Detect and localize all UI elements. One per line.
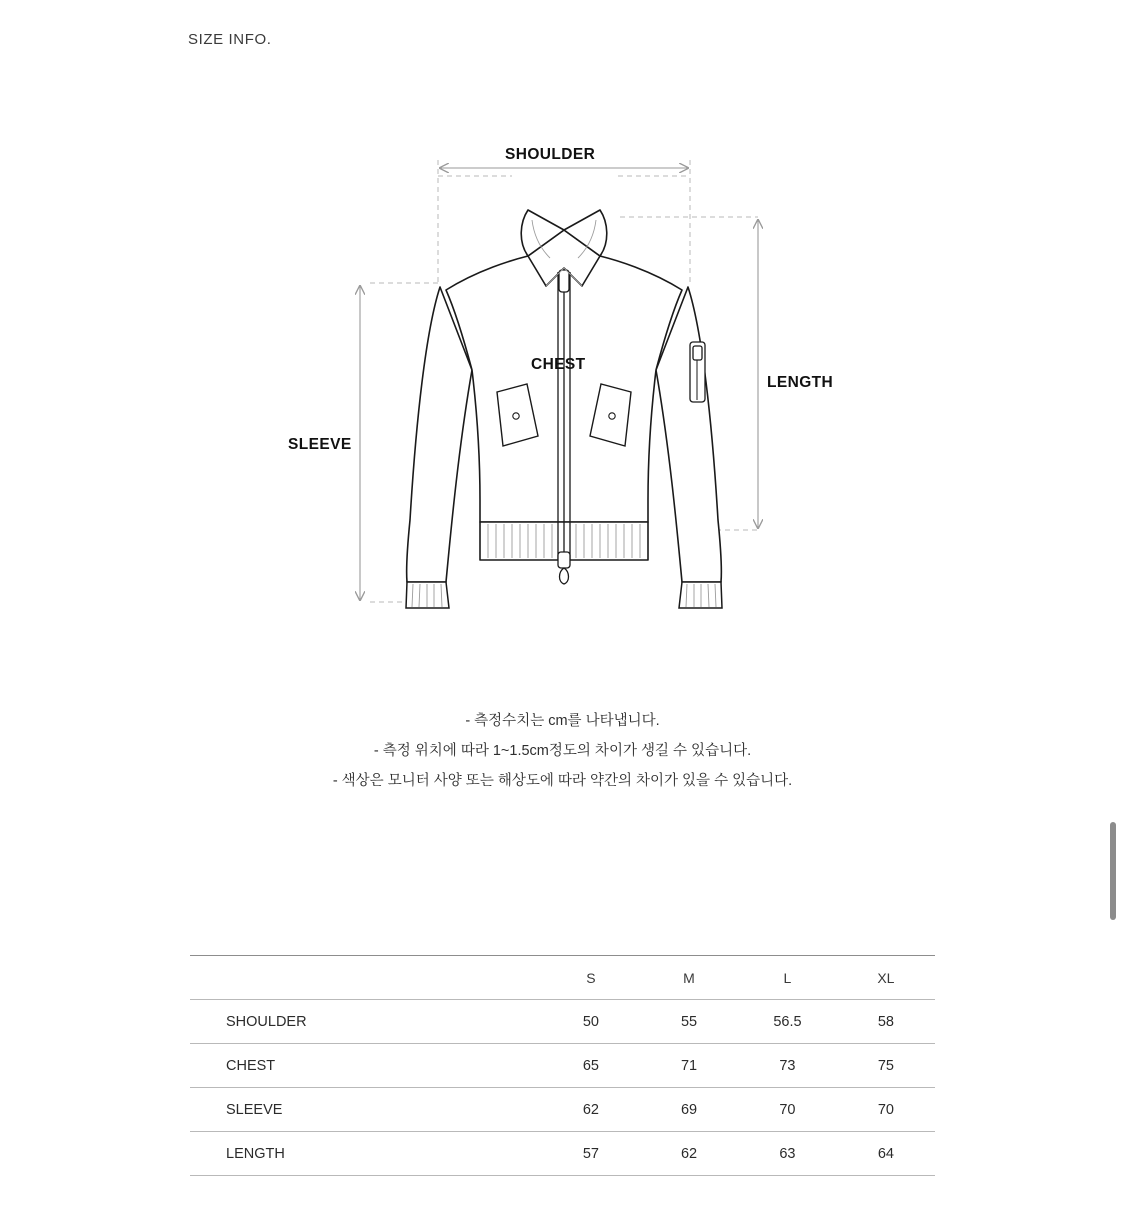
dimension-label-chest: CHEST — [531, 356, 586, 373]
table-cell: 50 — [542, 1000, 640, 1044]
table-cell: 69 — [640, 1088, 738, 1132]
table-cell: 58 — [837, 1000, 935, 1044]
table-row-label: SLEEVE — [190, 1088, 542, 1132]
table-row — [190, 1000, 935, 1044]
table-row — [190, 1132, 935, 1176]
note-line: - 측정수치는 cm를 나타냅니다. — [465, 713, 660, 729]
table-row-label: CHEST — [190, 1044, 542, 1088]
table-row — [190, 1088, 935, 1132]
dimension-label-length: LENGTH — [767, 374, 834, 391]
table-cell: 57 — [542, 1132, 640, 1176]
table-row-label: LENGTH — [190, 1132, 542, 1176]
table-row — [190, 1044, 935, 1088]
note-line: - 색상은 모니터 사양 또는 해상도에 따라 약간의 차이가 있을 수 있습니다. — [332, 773, 793, 789]
dimension-label-shoulder: SHOULDER — [505, 146, 596, 163]
table-cell: 62 — [542, 1088, 640, 1132]
note-line: - 측정 위치에 따라 1~1.5cm정도의 차이가 생길 수 있습니다. — [373, 743, 752, 759]
table-cell: 64 — [837, 1132, 935, 1176]
size-table — [190, 955, 935, 1176]
page-title: SIZE INFO. — [188, 31, 272, 48]
table-cell: 62 — [640, 1132, 738, 1176]
table-row-label: SHOULDER — [190, 1000, 542, 1044]
measurement-notes — [0, 706, 1125, 796]
table-cell: 70 — [738, 1088, 837, 1132]
table-header-cell: S — [542, 956, 640, 1000]
dimension-label-sleeve: SLEEVE — [288, 436, 352, 453]
table-header-cell: M — [640, 956, 738, 1000]
table-cell: 65 — [542, 1044, 640, 1088]
table-header-cell: L — [738, 956, 837, 1000]
table-cell: 55 — [640, 1000, 738, 1044]
table-header-cell: XL — [837, 956, 935, 1000]
table-cell: 73 — [738, 1044, 837, 1088]
table-header-cell — [190, 956, 542, 1000]
table-cell: 56.5 — [738, 1000, 837, 1044]
table-cell: 75 — [837, 1044, 935, 1088]
table-cell: 63 — [738, 1132, 837, 1176]
table-header-row — [190, 956, 935, 1000]
table-cell: 70 — [837, 1088, 935, 1132]
page-scrollbar-thumb[interactable] — [1110, 822, 1116, 920]
size-diagram — [250, 120, 890, 640]
table-cell: 71 — [640, 1044, 738, 1088]
